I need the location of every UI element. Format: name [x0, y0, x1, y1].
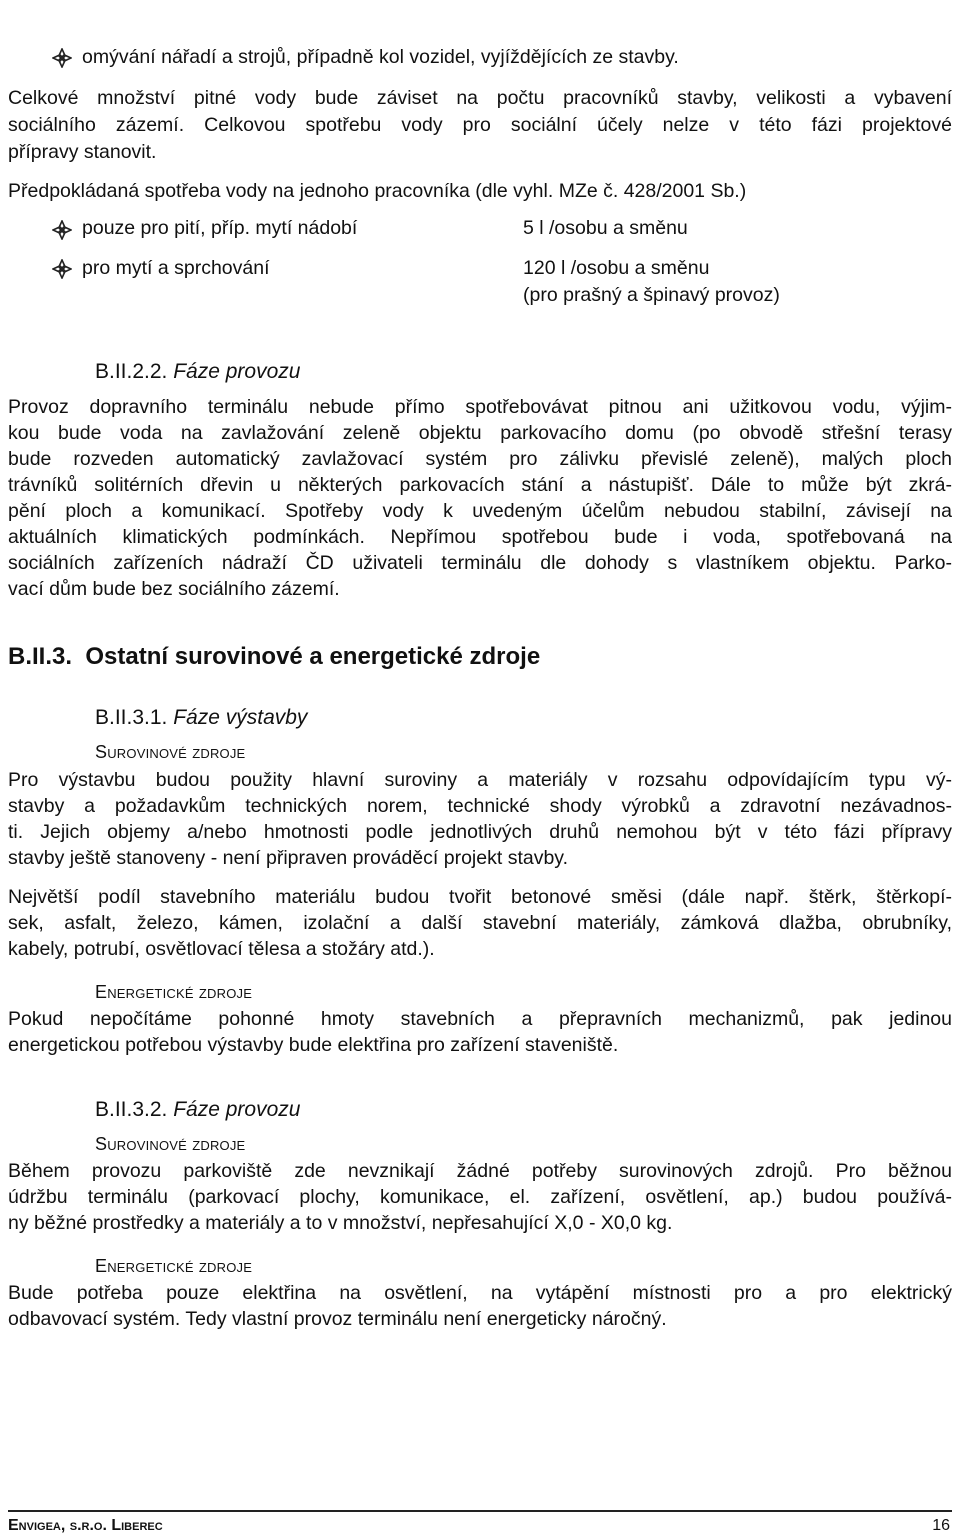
consumption-value: 5 l /osobu a směnu — [523, 217, 688, 239]
intro-para-line: sociálního zázemí. Celkovou spotřebu vody pro sociální účely nelze v této fázi projektové — [8, 114, 952, 136]
body-line: ti. Jejich objemy a/nebo hmotnosti podle jednotlivých druhů nemohou být v této fázi přípravy — [8, 821, 952, 843]
diamond-bullet-icon — [52, 220, 72, 240]
chapter-number: B.II.3. — [8, 643, 73, 670]
intro-para-line: Celkové množství pitné vody bude záviset na počtu pracovníků stavby, velikosti a vybavení — [8, 87, 952, 109]
body-line: Největší podíl stavebního materiálu budou tvořit betonové směsi (dále např. štěrk, štěrkopí- — [8, 886, 952, 908]
consumption-value: 120 l /osobu a směnu — [523, 257, 710, 279]
body-line: sociálních zařízeních nádraží ČD uživateli terminálu dle dohody s vlastníkem objektu. Parko- — [8, 552, 952, 574]
section-number: B.II.2.2. — [95, 360, 168, 383]
body-line: Bude potřeba pouze elektřina na osvětlení, na vytápění místnosti pro a pro elektrický — [8, 1282, 952, 1304]
body-line: Pokud nepočítáme pohonné hmoty stavebních a přepravních mechanizmů, pak jedinou — [8, 1008, 952, 1030]
body-line: trávníků solitérních dřevin u některých parkovacích stání a nástupišť. Dále to může být zkrá- — [8, 474, 952, 496]
section-title: Fáze provozu — [173, 1098, 301, 1121]
footer-rule — [8, 1510, 952, 1512]
body-line: energetickou potřebou výstavby bude elektřina pro zařízení staveniště. — [8, 1034, 619, 1056]
body-line: aktuálních klimatických podmínkách. Nepřímou spotřebou bude i voda, spotřebovaná na — [8, 526, 952, 548]
subsection-label: Energetické zdroje — [95, 1256, 253, 1276]
chapter-title: Ostatní surovinové a energetické zdroje — [85, 643, 541, 670]
diamond-bullet-icon — [52, 259, 72, 279]
body-line: pění ploch a komunikací. Spotřeby vody k uvedeným účelům nebudou stabilní, závisejí na — [8, 500, 952, 522]
body-line: Provoz dopravního terminálu nebude přímo spotřebovávat pitnou ani užitkovou vodu, výjim- — [8, 396, 952, 418]
body-line: odbavovací systém. Tedy vlastní provoz terminálu není energeticky náročný. — [8, 1308, 667, 1330]
section-title: Fáze výstavby — [173, 706, 308, 729]
body-line: ny běžné prostředky a materiály a to v množství, nepřesahující X,0 - X0,0 kg. — [8, 1212, 673, 1234]
section-number: B.II.3.1. — [95, 706, 168, 729]
body-line: bude rozveden automatický zavlažovací systém pro zálivku převislé zeleně), malých ploch — [8, 448, 952, 470]
section-title: Fáze provozu — [173, 360, 301, 383]
body-line: vací dům bude bez sociálního zázemí. — [8, 578, 340, 600]
consumption-heading: Předpokládaná spotřeba vody na jednoho pracovníka (dle vyhl. MZe č. 428/2001 Sb.) — [8, 180, 747, 202]
body-line: stavby ještě stanoveny - není připraven prováděcí projekt stavby. — [8, 847, 569, 869]
section-number: B.II.3.2. — [95, 1098, 168, 1121]
chapter-heading — [8, 643, 540, 671]
footer-company: Envigea, s.r.o. Liberec — [8, 1517, 163, 1534]
consumption-label: pouze pro pití, příp. mytí nádobí — [82, 217, 358, 239]
body-line: Pro výstavbu budou použity hlavní suroviny a materiály v rozsahu odpovídajícím typu vý- — [8, 769, 952, 791]
body-line: kou bude voda na zavlažování zeleně objektu parkovacího domu (po obvodě střešní terasy — [8, 422, 952, 444]
body-line: Během provozu parkoviště zde nevznikají žádné potřeby surovinových zdrojů. Pro běžnou — [8, 1160, 952, 1182]
subsection-label: Energetické zdroje — [95, 982, 253, 1002]
section-heading — [95, 706, 307, 730]
section-heading — [95, 1098, 300, 1122]
body-line: kabely, potrubí, osvětlovací tělesa a stožáry atd.). — [8, 938, 435, 960]
consumption-label: pro mytí a sprchování — [82, 257, 270, 279]
intro-para-line: přípravy stanovit. — [8, 141, 157, 163]
subsection-label: Surovinové zdroje — [95, 742, 246, 762]
body-line: sek, asfalt, železo, kámen, izolační a další stavební materiály, zámková dlažba, obrubníky, — [8, 912, 952, 934]
body-line: údržbu terminálu (parkovací plochy, komunikace, el. zařízení, osvětlení, ap.) budou používá- — [8, 1186, 952, 1208]
subsection-label: Surovinové zdroje — [95, 1134, 246, 1154]
diamond-bullet-icon — [52, 48, 72, 68]
footer-page-number: 16 — [932, 1517, 950, 1534]
consumption-note: (pro prašný a špinavý provoz) — [523, 284, 780, 306]
intro-bullet-text: omývání nářadí a strojů, případně kol vozidel, vyjíždějících ze stavby. — [82, 46, 679, 68]
section-heading — [95, 360, 300, 384]
body-line: stavby a požadavkům technických norem, technické shody výrobků a zdravotní nezávadnos- — [8, 795, 952, 817]
